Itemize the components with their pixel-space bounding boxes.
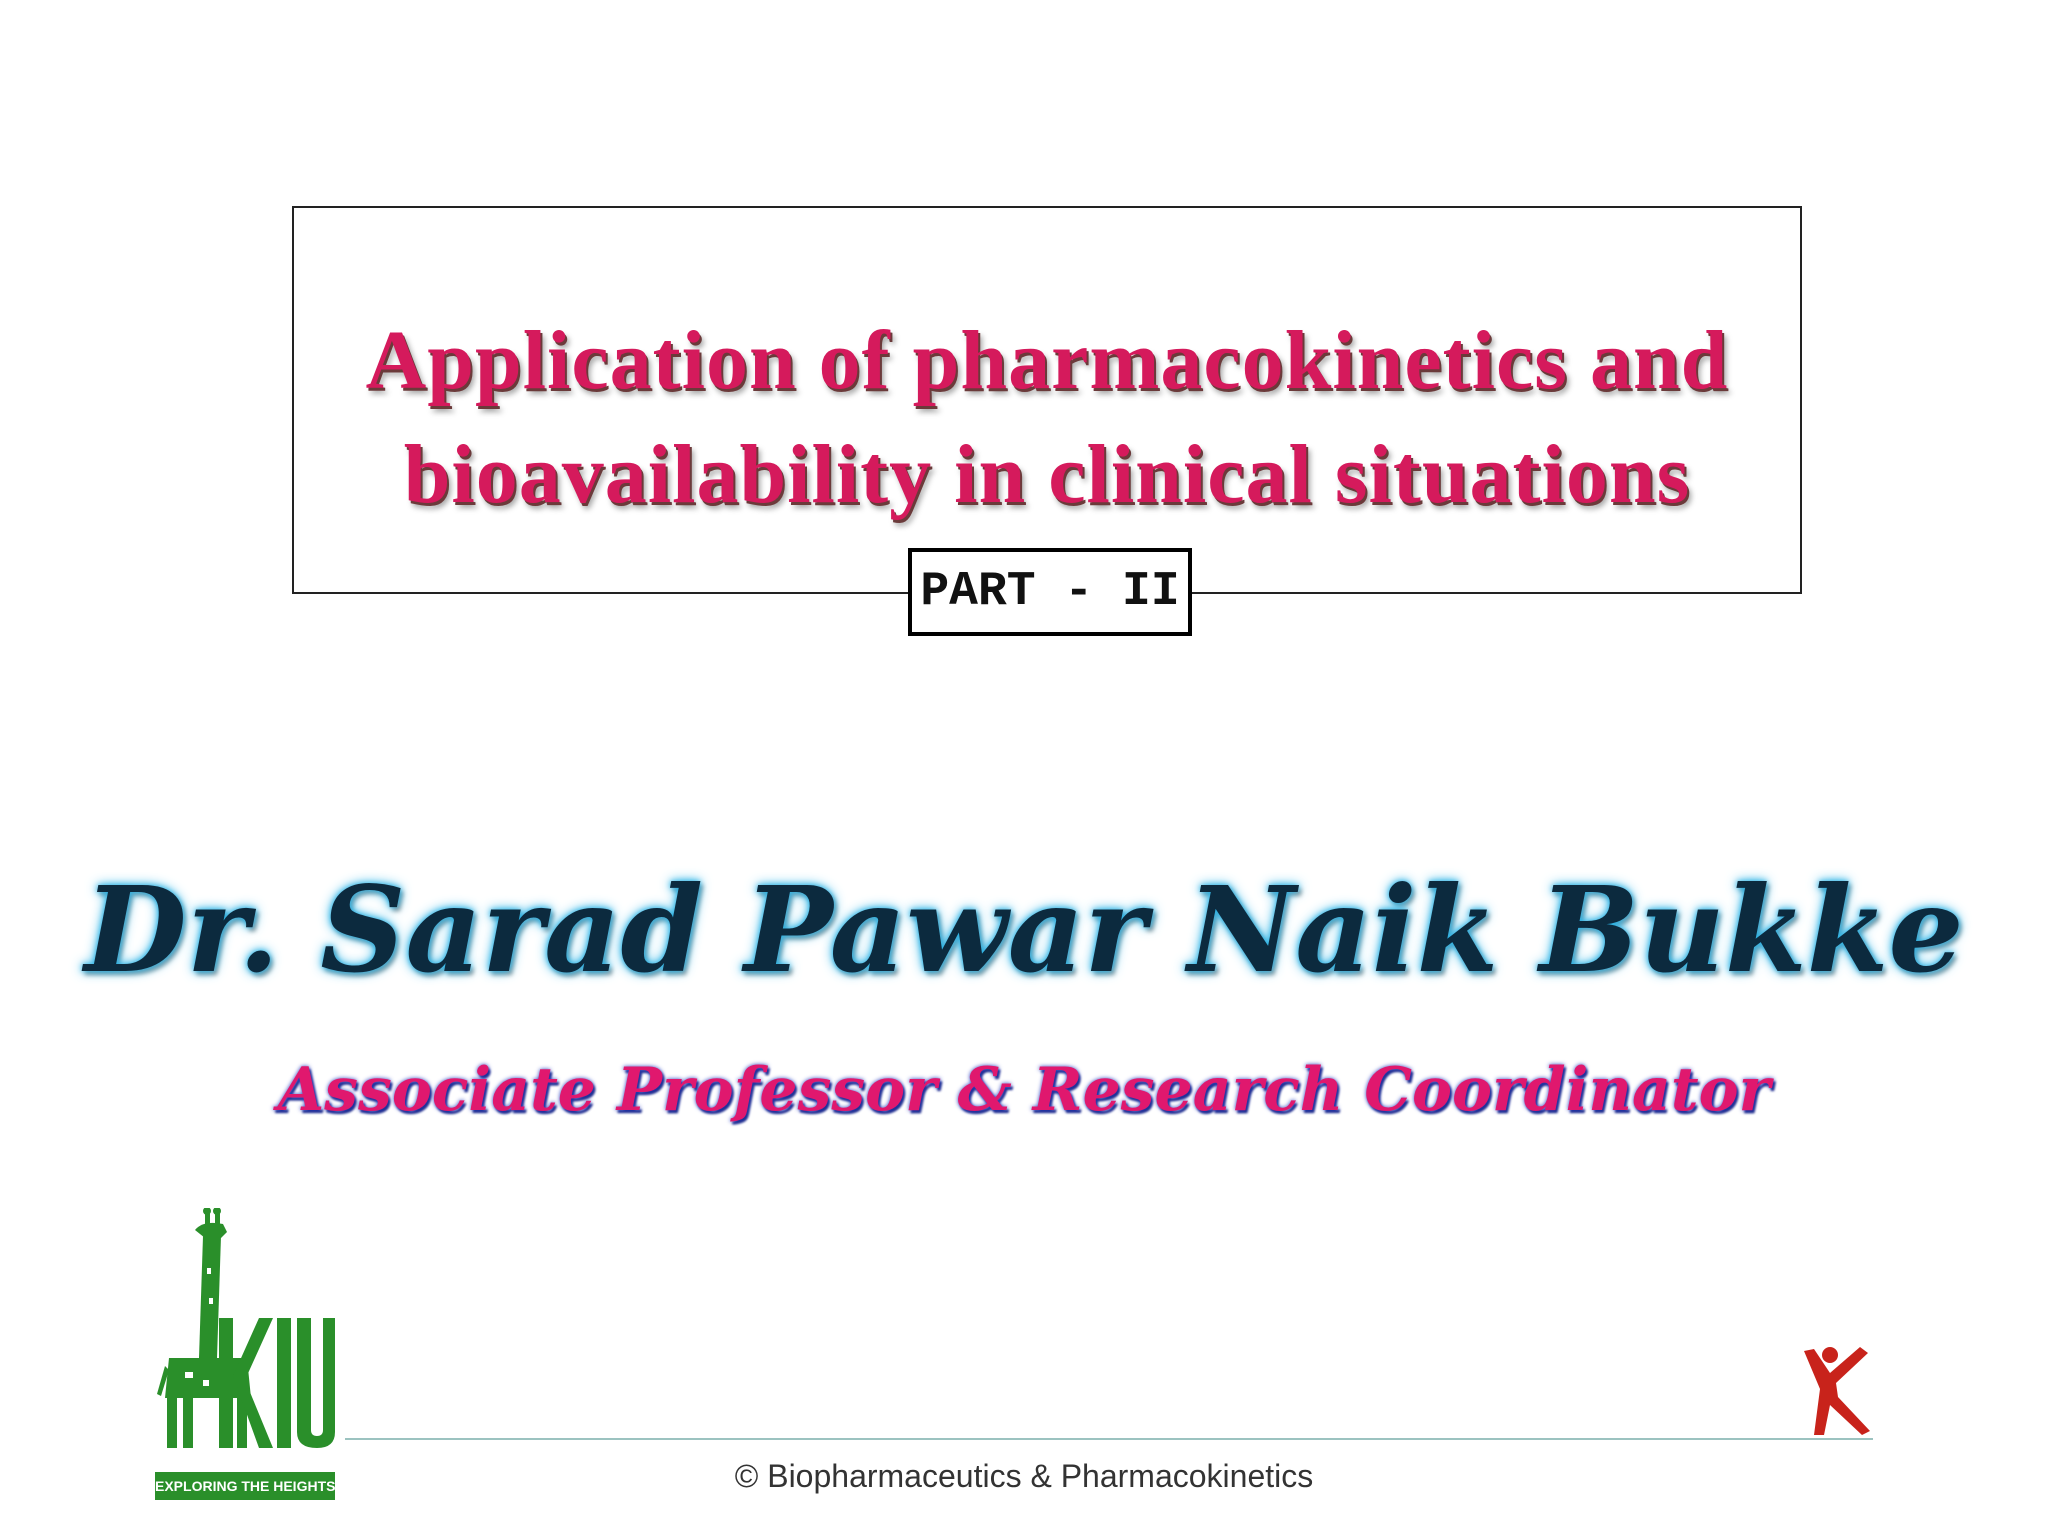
- giraffe-logo-icon: [155, 1208, 335, 1472]
- kiu-logo: [155, 1208, 335, 1500]
- running-figure-icon: [1800, 1345, 1872, 1437]
- slide-title: [294, 304, 1800, 532]
- title-line-2: bioavailability in clinical situations: [403, 428, 1691, 521]
- footer-divider: [345, 1438, 1873, 1440]
- title-line-1: Application of pharmacokinetics and: [365, 314, 1729, 407]
- title-box: [292, 206, 1802, 594]
- author-role: Associate Professor & Research Coordinator: [277, 1055, 1771, 1125]
- footer-copyright: © Biopharmaceutics & Pharmacokinetics: [734, 1458, 1314, 1494]
- logo-caption: EXPLORING THE HEIGHTS: [155, 1472, 335, 1500]
- part-badge: PART - II: [908, 548, 1192, 636]
- author-name: Dr. Sarad Pawar Naik Bukke: [84, 860, 1964, 999]
